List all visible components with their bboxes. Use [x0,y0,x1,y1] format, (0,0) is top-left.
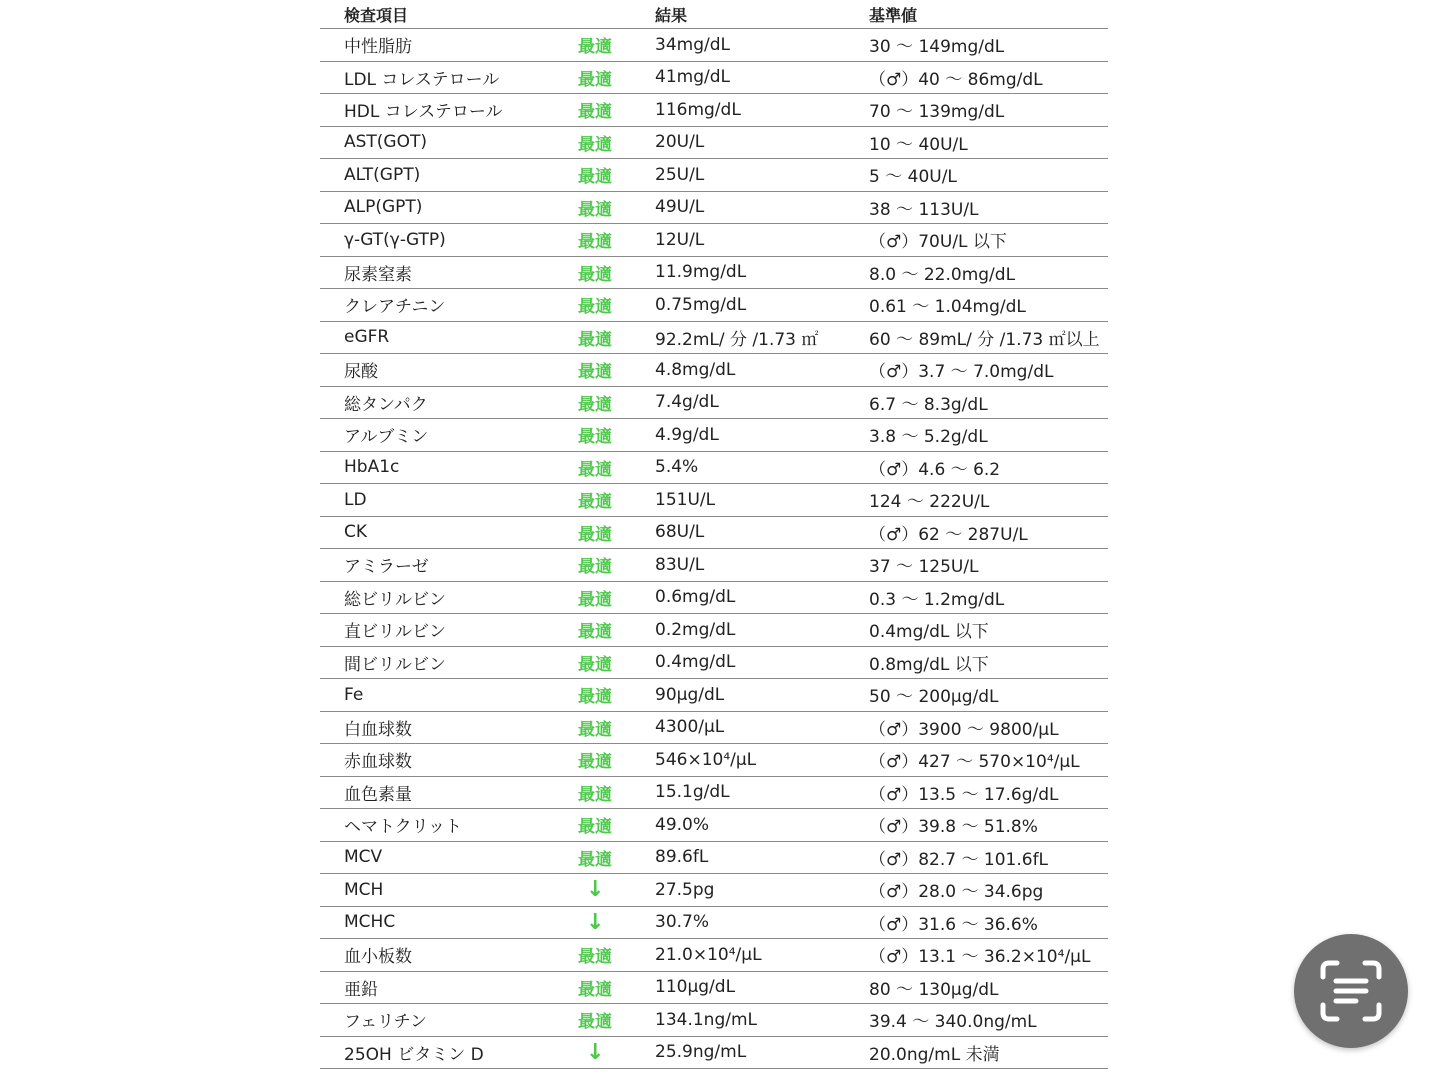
row-reference-range: （♂）62 ～ 287U/L [869,516,1108,549]
row-reference-range: 50 ～ 200μg/dL [869,679,1108,712]
row-reference-range: 0.4mg/dL 以下 [869,614,1108,647]
row-item-name: Fe [320,679,576,712]
row-reference-range: 38 ～ 113U/L [869,191,1108,224]
row-item-name: 尿素窒素 [320,256,576,289]
row-status-badge: 最適 [576,516,655,549]
header-result: 結果 [655,0,869,29]
row-result-value: 11.9mg/dL [655,256,869,289]
row-status-badge: ↓ [576,874,655,907]
row-result-value: 4.9g/dL [655,419,869,452]
row-status-badge: 最適 [576,289,655,322]
table-row [320,1004,1108,1037]
row-item-name: ヘマトクリット [320,809,576,842]
row-status-badge: 最適 [576,581,655,614]
row-item-name: 血色素量 [320,776,576,809]
row-result-value: 151U/L [655,484,869,517]
row-result-value: 21.0×10⁴/μL [655,939,869,972]
row-status-badge: 最適 [576,711,655,744]
row-item-name: 中性脂肪 [320,29,576,62]
row-reference-range: （♂）39.8 ～ 51.8% [869,809,1108,842]
row-status-badge: 最適 [576,29,655,62]
table-row [320,484,1108,517]
table-row [320,679,1108,712]
table-row [320,354,1108,387]
row-reference-range: 37 ～ 125U/L [869,549,1108,582]
table-row [320,939,1108,972]
row-reference-range: 10 ～ 40U/L [869,126,1108,159]
row-item-name: MCHC [320,906,576,939]
row-item-name: CK [320,516,576,549]
row-result-value: 34mg/dL [655,29,869,62]
row-status-badge: 最適 [576,256,655,289]
row-reference-range: 20.0ng/mL 未満 [869,1036,1108,1069]
row-reference-range: （♂）13.5 ～ 17.6g/dL [869,776,1108,809]
row-item-name: ALT(GPT) [320,159,576,192]
table-row [320,549,1108,582]
table-row [320,711,1108,744]
row-result-value: 27.5pg [655,874,869,907]
row-item-name: 間ビリルビン [320,646,576,679]
table-row [320,451,1108,484]
row-item-name: MCH [320,874,576,907]
row-item-name: 直ビリルビン [320,614,576,647]
row-status-badge: 最適 [576,419,655,452]
row-reference-range: 30 ～ 149mg/dL [869,29,1108,62]
row-result-value: 68U/L [655,516,869,549]
row-result-value: 5.4% [655,451,869,484]
row-item-name: 赤血球数 [320,744,576,777]
row-result-value: 0.2mg/dL [655,614,869,647]
row-reference-range: 0.8mg/dL 以下 [869,646,1108,679]
row-status-badge: 最適 [576,61,655,94]
table-row [320,386,1108,419]
row-result-value: 110μg/dL [655,971,869,1004]
row-reference-range: 0.3 ～ 1.2mg/dL [869,581,1108,614]
row-reference-range: 6.7 ～ 8.3g/dL [869,386,1108,419]
row-reference-range: （♂）31.6 ～ 36.6% [869,906,1108,939]
live-text-scan-button[interactable] [1294,934,1408,1048]
row-result-value: 41mg/dL [655,61,869,94]
row-item-name: 尿酸 [320,354,576,387]
row-status-badge: 最適 [576,809,655,842]
row-reference-range: 5 ～ 40U/L [869,159,1108,192]
row-status-badge: 最適 [576,126,655,159]
row-result-value: 20U/L [655,126,869,159]
row-item-name: LDL コレステロール [320,61,576,94]
row-result-value: 134.1ng/mL [655,1004,869,1037]
row-item-name: eGFR [320,321,576,354]
row-result-value: 92.2mL/ 分 /1.73 ㎡ [655,321,869,354]
row-reference-range: （♂）40 ～ 86mg/dL [869,61,1108,94]
table-row [320,191,1108,224]
row-result-value: 83U/L [655,549,869,582]
table-row [320,744,1108,777]
row-status-badge: 最適 [576,224,655,257]
table-row [320,419,1108,452]
table-row [320,906,1108,939]
row-item-name: AST(GOT) [320,126,576,159]
table-row [320,614,1108,647]
row-status-badge: 最適 [576,549,655,582]
row-item-name: フェリチン [320,1004,576,1037]
row-reference-range: （♂）70U/L 以下 [869,224,1108,257]
table-row [320,224,1108,257]
row-reference-range: （♂）13.1 ～ 36.2×10⁴/μL [869,939,1108,972]
row-reference-range: 8.0 ～ 22.0mg/dL [869,256,1108,289]
table-row [320,874,1108,907]
row-result-value: 25U/L [655,159,869,192]
row-item-name: HDL コレステロール [320,94,576,127]
row-item-name: γ-GT(γ-GTP) [320,224,576,257]
row-status-badge: ↓ [576,906,655,939]
row-item-name: LD [320,484,576,517]
row-status-badge: 最適 [576,159,655,192]
row-reference-range: 80 ～ 130μg/dL [869,971,1108,1004]
row-status-badge: 最適 [576,679,655,712]
row-result-value: 0.75mg/dL [655,289,869,322]
row-status-badge: 最適 [576,191,655,224]
row-status-badge: 最適 [576,744,655,777]
table-row [320,321,1108,354]
row-status-badge: 最適 [576,484,655,517]
header-item: 検査項目 [320,0,576,29]
row-reference-range: 3.8 ～ 5.2g/dL [869,419,1108,452]
row-status-badge: 最適 [576,614,655,647]
row-reference-range: 124 ～ 222U/L [869,484,1108,517]
row-reference-range: （♂）4.6 ～ 6.2 [869,451,1108,484]
row-reference-range: （♂）82.7 ～ 101.6fL [869,841,1108,874]
row-item-name: 血小板数 [320,939,576,972]
row-result-value: 15.1g/dL [655,776,869,809]
row-status-badge: 最適 [576,939,655,972]
row-status-badge: 最適 [576,1004,655,1037]
row-result-value: 49.0% [655,809,869,842]
row-result-value: 30.7% [655,906,869,939]
row-result-value: 89.6fL [655,841,869,874]
row-status-badge: 最適 [576,94,655,127]
row-item-name: アルブミン [320,419,576,452]
row-result-value: 0.4mg/dL [655,646,869,679]
row-item-name: クレアチニン [320,289,576,322]
table-row [320,971,1108,1004]
row-item-name: 25OH ビタミン D [320,1036,576,1069]
row-reference-range: （♂）427 ～ 570×10⁴/μL [869,744,1108,777]
row-status-badge: 最適 [576,451,655,484]
row-reference-range: 39.4 ～ 340.0ng/mL [869,1004,1108,1037]
table-row [320,256,1108,289]
header-status [576,0,655,29]
table-row [320,841,1108,874]
table-row [320,289,1108,322]
row-item-name: MCV [320,841,576,874]
row-item-name: 白血球数 [320,711,576,744]
lab-results-table [320,0,1108,1069]
row-reference-range: 70 ～ 139mg/dL [869,94,1108,127]
table-row [320,516,1108,549]
row-item-name: アミラーゼ [320,549,576,582]
table-row [320,159,1108,192]
row-result-value: 90μg/dL [655,679,869,712]
row-item-name: HbA1c [320,451,576,484]
row-result-value: 25.9ng/mL [655,1036,869,1069]
table-row [320,126,1108,159]
table-row [320,809,1108,842]
row-status-badge: 最適 [576,321,655,354]
row-status-badge: 最適 [576,776,655,809]
header-reference: 基準値 [869,0,1108,29]
row-item-name: 総ビリルビン [320,581,576,614]
row-status-badge: 最適 [576,841,655,874]
row-reference-range: 60 ～ 89mL/ 分 /1.73 ㎡以上 [869,321,1108,354]
row-status-badge: ↓ [576,1036,655,1069]
table-body [320,29,1108,1069]
row-result-value: 4.8mg/dL [655,354,869,387]
row-result-value: 116mg/dL [655,94,869,127]
table-row [320,646,1108,679]
row-reference-range: （♂）3.7 ～ 7.0mg/dL [869,354,1108,387]
row-item-name: 亜鉛 [320,971,576,1004]
row-status-badge: 最適 [576,971,655,1004]
row-reference-range: 0.61 ～ 1.04mg/dL [869,289,1108,322]
table-row [320,1036,1108,1069]
live-text-scan-icon [1319,959,1383,1023]
row-reference-range: （♂）3900 ～ 9800/μL [869,711,1108,744]
row-result-value: 4300/μL [655,711,869,744]
row-item-name: ALP(GPT) [320,191,576,224]
row-reference-range: （♂）28.0 ～ 34.6pg [869,874,1108,907]
row-result-value: 49U/L [655,191,869,224]
row-item-name: 総タンパク [320,386,576,419]
table-row [320,94,1108,127]
row-result-value: 7.4g/dL [655,386,869,419]
row-result-value: 0.6mg/dL [655,581,869,614]
table-header-row [320,0,1108,29]
table-row [320,581,1108,614]
row-status-badge: 最適 [576,646,655,679]
row-result-value: 546×10⁴/μL [655,744,869,777]
row-status-badge: 最適 [576,386,655,419]
table-row [320,61,1108,94]
row-status-badge: 最適 [576,354,655,387]
row-result-value: 12U/L [655,224,869,257]
table-row [320,29,1108,62]
table-row [320,776,1108,809]
